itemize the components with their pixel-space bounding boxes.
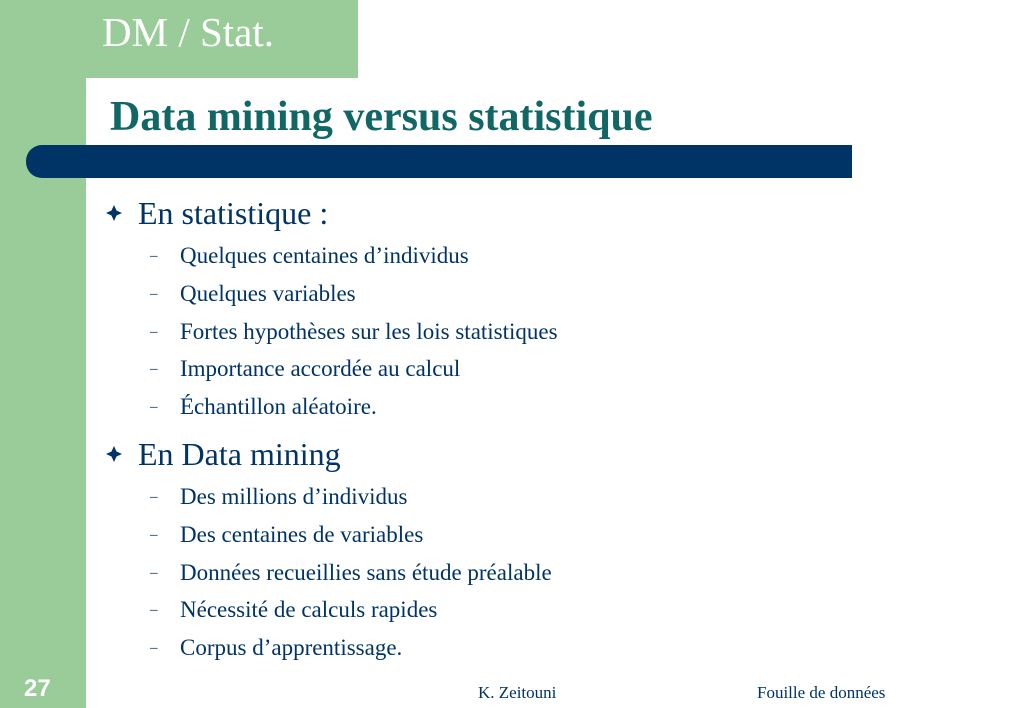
list-item-text: Quelques centaines d’individus (180, 243, 469, 268)
diamond-bullet-icon (104, 203, 124, 223)
list-item-text: Échantillon aléatoire. (180, 394, 377, 419)
dash-marker: – (150, 324, 158, 340)
list-item-text: Données recueillies sans étude préalable (180, 560, 552, 585)
diamond-bullet-icon (104, 444, 124, 464)
list-item-text: Importance accordée au calcul (180, 356, 461, 381)
dash-marker: – (150, 527, 158, 543)
dash-marker: – (150, 248, 158, 264)
list-item-text: Nécessité de calculs rapides (180, 597, 438, 622)
list-item-text: Corpus d’apprentissage. (180, 635, 403, 660)
list-item-text: Des centaines de variables (180, 522, 424, 547)
section-label: DM / Stat. (102, 9, 274, 55)
title-underline-bar (26, 145, 852, 178)
dash-marker: – (150, 399, 158, 415)
dash-marker: – (150, 361, 158, 377)
footer-course: Fouille de données (757, 683, 886, 702)
list-item-text: Quelques variables (180, 281, 356, 306)
sidebar-band (0, 0, 86, 708)
bullet-heading: En statistique : (138, 195, 329, 231)
list-item-text: Fortes hypothèses sur les lois statistiques (180, 319, 558, 344)
page-number: 27 (24, 675, 51, 702)
footer-author: K. Zeitouni (478, 683, 557, 702)
dash-marker: – (150, 602, 158, 618)
bullet-heading: En Data mining (138, 436, 341, 472)
slide-title: Data mining versus statistique (110, 94, 653, 140)
dash-marker: – (150, 640, 158, 656)
dash-marker: – (150, 565, 158, 581)
dash-marker: – (150, 489, 158, 505)
dash-marker: – (150, 286, 158, 302)
list-item-text: Des millions d’individus (180, 484, 408, 509)
